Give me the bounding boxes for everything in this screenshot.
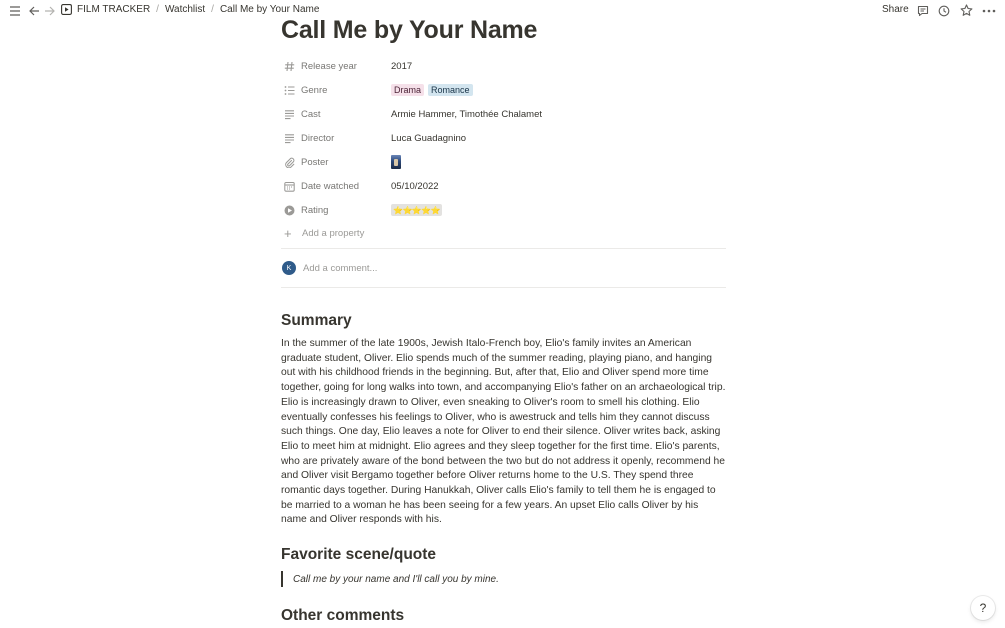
summary-text[interactable]: In the summer of the late 1900s, Jewish Italo-French boy, Elio's family invites an American graduate student, Oliver. Elio spends much of the summer reading, playing piano, and hanging out with his childhood friends in the beginning. But, after that, Elio and Oliver spend more time together, going for long walks into town, and accompanying Elio's father on an archaeological trip. Elio is increasingly drawn to Oliver, even sneaking to Oliver's room to smell his clothing. Elio eventually confesses his feelings to Oliver, who is awestruck and tells him they cannot discuss such things. One day, Elio leaves a note for Oliver to end their silence. Oliver writes back, asking Elio to meet him at midnight. Elio agrees and they sleep together for the first time. Elio's parents, who are privately aware of the bond between the two but do not address it openly, recommend he and Oliver visit Bergamo together before Oliver returns home to the U.S. They spend three romantic days together. During Hanukkah, Oliver calls Elio's family to tell them he is engaged to be married to a woman he has been seeing for a few years. An upset Elio calls Oliver by his name and Oliver responds with his. [281, 338, 726, 526]
add-property-label: Add a property [302, 227, 365, 239]
plus-icon: + [284, 225, 292, 241]
add-comment-input[interactable]: Add a comment... [303, 262, 378, 274]
avatar: K [282, 261, 296, 275]
breadcrumb-film-tracker[interactable]: FILM TRACKER [77, 4, 151, 15]
forward-arrow-icon[interactable] [43, 5, 55, 17]
release-year-value[interactable]: 2017 [391, 60, 413, 72]
property-label-cast [281, 109, 391, 120]
breadcrumb-watchlist[interactable]: Watchlist [164, 4, 206, 15]
add-property-button[interactable] [281, 225, 364, 241]
rating-value[interactable] [391, 204, 442, 216]
rating-stars[interactable]: ⭐⭐⭐⭐⭐ [393, 205, 441, 215]
text-icon [284, 133, 295, 144]
breadcrumb-separator: / [211, 4, 214, 15]
property-label-date-watched [281, 181, 391, 192]
poster-thumbnail[interactable] [391, 155, 401, 169]
breadcrumb [61, 4, 319, 15]
property-genre[interactable] [281, 80, 726, 100]
property-label-text: Rating [301, 204, 329, 216]
page-title[interactable]: Call Me by Your Name [281, 16, 538, 44]
date-watched-value[interactable]: 05/10/2022 [391, 180, 439, 192]
property-poster[interactable] [281, 152, 726, 172]
favorite-quote-heading[interactable]: Favorite scene/quote [281, 546, 437, 563]
back-arrow-icon[interactable] [28, 5, 40, 17]
property-label-text: Date watched [301, 180, 360, 192]
help-button[interactable]: ? [971, 596, 995, 620]
property-rating[interactable] [281, 200, 726, 220]
other-comments-heading[interactable]: Other comments [281, 607, 405, 624]
property-label-text: Release year [301, 60, 357, 72]
cast-value[interactable]: Armie Hammer, Timothée Chalamet [391, 108, 542, 120]
director-value[interactable]: Luca Guadagnino [391, 132, 467, 144]
share-button[interactable]: Share [882, 4, 909, 15]
comment-row[interactable] [281, 260, 377, 276]
property-date-watched[interactable] [281, 176, 726, 196]
genre-tag-romance[interactable]: Romance [428, 84, 473, 96]
property-label-text: Poster [301, 156, 329, 168]
property-label-text: Director [301, 132, 335, 144]
multi-select-icon [284, 85, 295, 96]
property-director[interactable] [281, 128, 726, 148]
property-label-director [281, 133, 391, 144]
paperclip-icon [284, 157, 295, 168]
history-icon[interactable] [937, 4, 951, 18]
divider [281, 248, 726, 249]
property-label-text: Genre [301, 84, 328, 96]
film-tracker-logo-icon [61, 4, 72, 15]
property-label-release-year [281, 61, 391, 72]
poster-value[interactable] [391, 155, 401, 169]
property-label-genre [281, 85, 391, 96]
number-icon [284, 61, 295, 72]
menu-icon[interactable] [9, 5, 21, 17]
more-options-icon[interactable] [981, 4, 997, 18]
rating-icon [284, 205, 295, 216]
divider [281, 287, 726, 288]
genre-tag-drama[interactable]: Drama [391, 84, 424, 96]
property-label-rating [281, 205, 391, 216]
property-cast[interactable] [281, 104, 726, 124]
property-label-text: Cast [301, 108, 321, 120]
breadcrumb-current-page[interactable]: Call Me by Your Name [219, 4, 320, 15]
breadcrumb-separator: / [156, 4, 159, 15]
favorite-quote[interactable]: Call me by your name and I'll call you by mine. [281, 571, 499, 587]
calendar-icon [284, 181, 295, 192]
text-icon [284, 109, 295, 120]
genre-value[interactable] [391, 84, 477, 96]
property-release-year[interactable] [281, 56, 726, 76]
property-label-poster [281, 157, 391, 168]
favorite-star-icon[interactable] [959, 3, 974, 18]
summary-heading[interactable]: Summary [281, 312, 352, 329]
comment-icon[interactable] [916, 4, 930, 18]
